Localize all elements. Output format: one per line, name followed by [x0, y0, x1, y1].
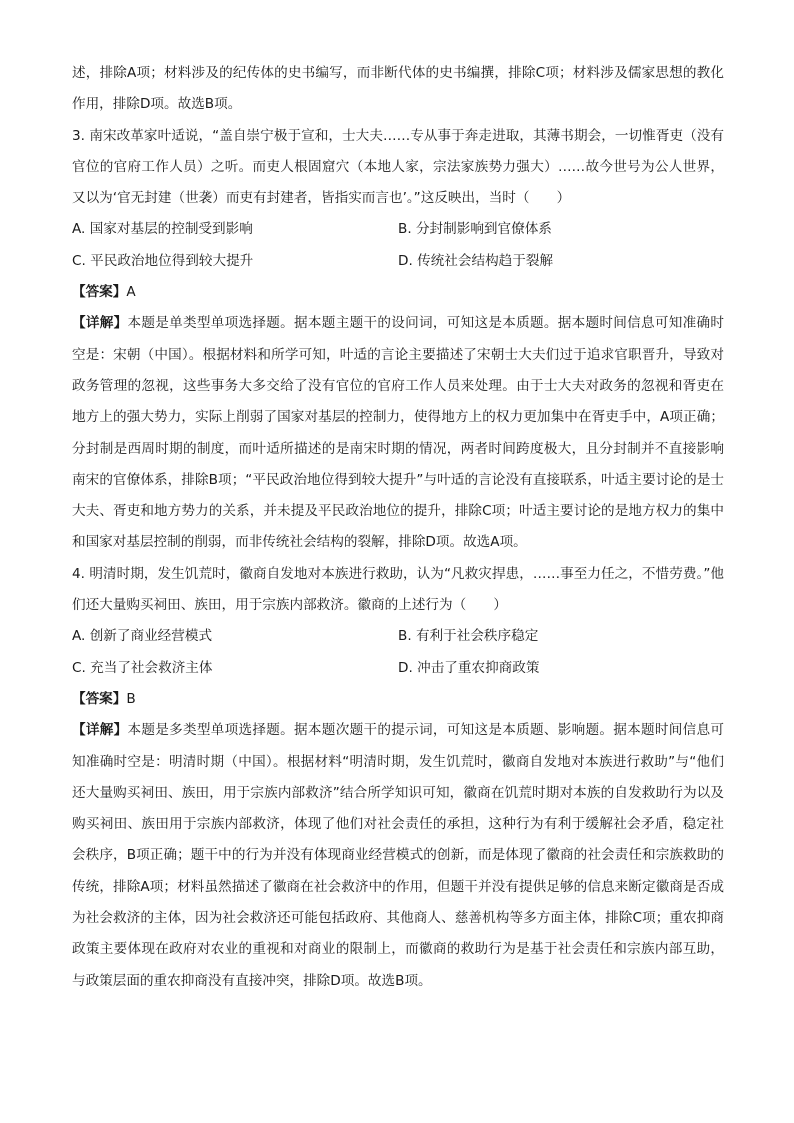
question-3-detail-text: 本题是单类型单项选择题。据本题主题干的设问词，可知这是本质题。据本题时间信息可知准确时空是：宋朝（中国）。根据材料和所学可知，叶适的言论主要描述了宋朝士大夫们过于追求官职晋升，导致对政务管理的忽视，这些事务大多交给了没有官位的官府工作人员来处理。由于士大夫对政务的忽视和胥吏在地方上的强大势力，实际上削弱了国家对基层的控制力，使得地方上的权力更加集中在胥吏手中，A项正确；分封制是西周时期的制度，而叶适所描述的是南宋时期的情况，两者时间跨度极大，且分封制并不直接影响南宋的官僚体系，排除B项；“平民政治地位得到较大提升”与叶适的言论没有直接联系，叶适主要讨论的是士大夫、胥吏和地方势力的关系，并未提及平民政治地位的提升，排除C项；叶适主要讨论的是地方权力的集中和国家对基层控制的削弱，而非传统社会结构的裂解，排除D项。故选A项。	[72, 315, 724, 551]
question-3-answer-value: A	[126, 284, 136, 301]
question-4-option-b: B. 有利于社会秩序稳定	[398, 628, 539, 645]
question-4-options-row-2	[72, 653, 724, 684]
question-4-option-d: D. 冲击了重农抑商政策	[398, 659, 540, 676]
question-3-detail-label: 【详解】	[72, 315, 128, 332]
question-3-detail	[72, 308, 724, 558]
question-3-answer-label: 【答案】	[72, 284, 127, 301]
question-3-answer	[72, 277, 724, 308]
document-page	[72, 58, 724, 997]
question-4-answer-value: B	[126, 690, 136, 707]
previous-explanation-tail: 述，排除A项；材料涉及的纪传体的史书编写，而非断代体的史书编撰，排除C项；材料涉及儒家思想的教化作用，排除D项。故选B项。	[72, 65, 724, 113]
question-3-options-row-1	[72, 214, 724, 245]
question-4	[72, 559, 724, 997]
question-4-option-c: C. 充当了社会救济主体	[72, 659, 213, 676]
question-3-option-b: B. 分封制影响到官僚体系	[398, 221, 552, 238]
question-4-detail-label: 【详解】	[72, 722, 128, 739]
question-3-options-row-2	[72, 246, 724, 277]
question-3-option-a: A. 国家对基层的控制受到影响	[72, 221, 253, 238]
question-4-stem: 4. 明清时期，发生饥荒时，徽商自发地对本族进行救助，认为“凡救灾捍患，……事至力任之，不惜劳费。”他们还大量购买祠田、族田，用于宗族内部救济。徽商的上述行为（ ）	[72, 565, 724, 614]
question-4-answer	[72, 684, 724, 715]
question-4-detail-text: 本题是多类型单项选择题。据本题次题干的提示词，可知这是本质题、影响题。据本题时间信息可知准确时空是：明清时期（中国）。根据材料“明清时期，发生饥荒时，徽商自发地对本族进行救助”与“他们还大量购买祠田、族田，用于宗族内部救济”结合所学知识可知，徽商在饥荒时期对本族的自发救助行为以及购买祠田、族田用于宗族内部救济，体现了他们对社会责任的承担，这种行为有利于缓解社会矛盾，稳定社会秩序，B项正确；题干中的行为并没有体现商业经营模式的创新，而是体现了徽商的社会责任和宗族救助的传统，排除A项；材料虽然描述了徽商在社会救济中的作用，但题干并没有提供足够的信息来断定徽商是否成为社会救济的主体，因为社会救济还可能包括政府、其他商人、慈善机构等多方面主体，排除C项；重农抑商政策主要体现在政府对农业的重视和对商业的限制上，而徽商的救助行为是基于社会责任和宗族内部互助，与政策层面的重农抑商没有直接冲突，排除D项。故选B项。	[72, 722, 724, 989]
question-3-stem: 3. 南宋改革家叶适说，“盖自崇宁极于宣和，士大夫……专从事于奔走进取，其薄书期会，一切惟胥吏（没有官位的官府工作人员）之听。而吏人根固窟穴（本地人家，宗法家族势力强大）……故今世号为公人世界，又以为‘官无封建（世袭）而吏有封建者，皆指实而言也’。”这反映出，当时（ ）	[72, 127, 724, 207]
question-3-option-d: D. 传统社会结构趋于裂解	[398, 252, 554, 269]
question-4-options-row-1	[72, 621, 724, 652]
question-4-option-a: A. 创新了商业经营模式	[72, 628, 213, 645]
question-3-option-c: C. 平民政治地位得到较大提升	[72, 252, 254, 269]
question-3	[72, 121, 724, 559]
question-4-answer-label: 【答案】	[72, 690, 127, 707]
question-4-detail	[72, 715, 724, 997]
